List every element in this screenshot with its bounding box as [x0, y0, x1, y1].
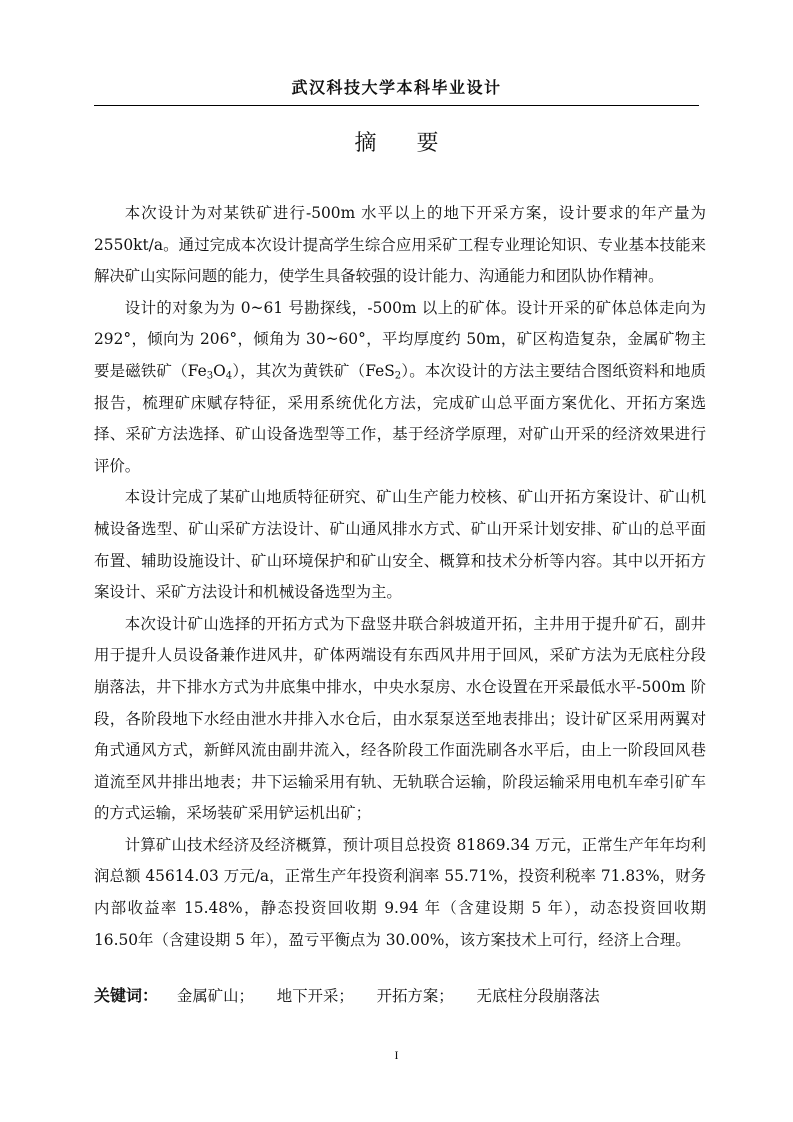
abstract-title: [0, 129, 793, 159]
abstract-paragraph-4: 本次设计矿山选择的开拓方式为下盘竖井联合斜坡道开拓，主井用于提升矿石，副井用于提升人员设备兼作进风井，矿体两端设有东西风井用于回风，采矿方法为无底柱分段崩落法，井下排水方式为井底集中排水，中央水泵房、水仓设置在开采最低水平-500m 阶段，各阶段地下水经由泄水井排入水仓后，由水泵泵送至地表排出；设计矿区采用两翼对角式通风方式，新鲜风流由副井流入，经各阶段工作面洗刷各水平后，由上一阶段回风巷道流至风井排出地表；井下运输采用有轨、无轨联合运输，阶段运输采用电机车牵引矿车的方式运输，采场装矿采用铲运机出矿；: [94, 614, 706, 823]
abstract-title-char-2: 要: [416, 131, 439, 156]
abstract-paragraph-3: 本设计完成了某矿山地质特征研究、矿山生产能力校核、矿山开拓方案设计、矿山机械设备选型、矿山采矿方法设计、矿山通风排水方式、矿山开采计划安排、矿山的总平面布置、辅助设施设计、矿山环境保护和矿山安全、概算和技术分析等内容。其中以开拓方案设计、采矿方法设计和机械设备选型为主。: [94, 488, 706, 602]
p2-text-a: 设计的对象为为 0~61 号勘探线，-500m 以上的矿体。设计开采的矿体总体走向为292°，倾向为 206°，倾角为 30~60°，平均厚度约 50m，矿区构造复杂，金属矿物主要是磁铁矿（Fe: [94, 298, 706, 380]
subscript-3: 3: [206, 370, 214, 382]
abstract-title-char-1: 摘: [354, 131, 377, 156]
keywords-line: [94, 984, 706, 1008]
p2-text-o: O: [213, 361, 226, 380]
keywords-label: 关键词：: [94, 986, 159, 1005]
p2-text-c: ）。本次设计的方法主要结合图纸资料和地质报告，梳理矿床赋存特征，采用系统优化方法，完成矿山总平面方案优化、开拓方案选择、采矿方法选择、矿山设备选型等工作，基于经济学原理，对矿山开采的经济效果进行评价。: [94, 361, 706, 475]
keyword-item: 无底柱分段崩落法: [476, 987, 600, 1005]
keyword-item: 开拓方案；: [376, 987, 454, 1005]
abstract-paragraph-2: [94, 293, 706, 483]
page-number: I: [394, 1048, 399, 1062]
abstract-body: [94, 198, 706, 956]
keyword-item: 金属矿山；: [176, 987, 254, 1005]
abstract-paragraph-1: 本次设计为对某铁矿进行-500m 水平以上的地下开采方案，设计要求的年产量为2550kt/a。通过完成本次设计提高学生综合应用采矿工程专业理论知识、专业基本技能来解决矿山实际问题的能力，使学生具备较强的设计能力、沟通能力和团队协作精神。: [94, 204, 706, 286]
abstract-paragraph-5: 计算矿山技术经济及经济概算，预计项目总投资 81869.34 万元，正常生产年年均利润总额 45614.03 万元/a，正常生产年投资利润率 55.71%，投资利税率 71.83%，财务内部收益率 15.48%，静态投资回收期 9.94 年（含建设期 5 年），动态投资回收期 16.50年（含建设期 5 年），盈亏平衡点为 30.00%，该方案技术上可行，经济上合理。: [94, 835, 706, 949]
running-header: 武汉科技大学本科毕业设计: [291, 78, 502, 97]
subscript-2: 2: [394, 370, 402, 382]
p2-text-b: ），其次为黄铁矿（FeS: [232, 361, 395, 380]
subscript-4: 4: [225, 370, 233, 382]
keyword-item: 地下开采；: [276, 987, 354, 1005]
header-rule: [94, 105, 699, 106]
